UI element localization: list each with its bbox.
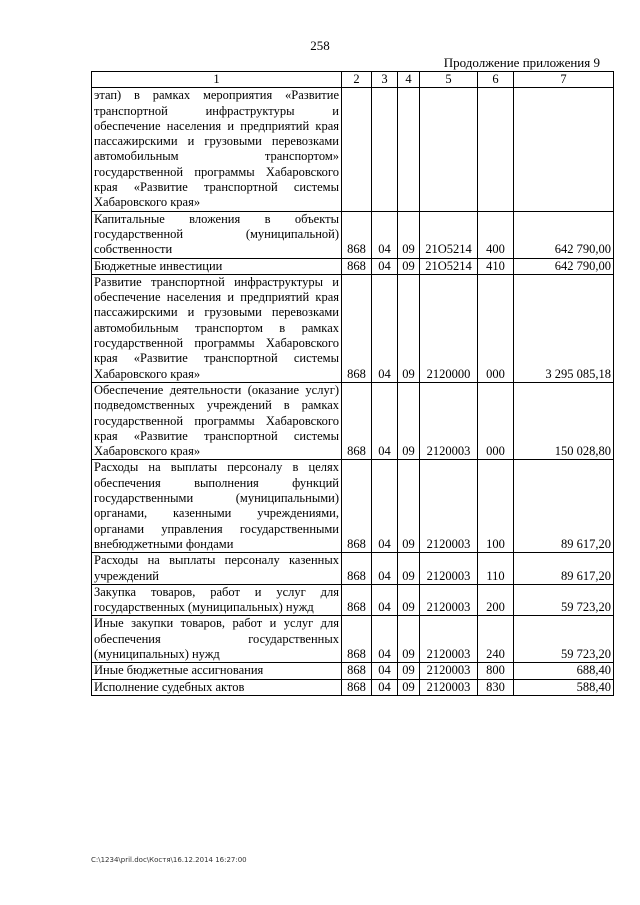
table-row bbox=[92, 553, 614, 585]
table-row bbox=[92, 258, 614, 274]
ministry-code bbox=[342, 88, 372, 211]
amount: 59 723,20 bbox=[514, 616, 614, 663]
table-row bbox=[92, 88, 614, 211]
expense-name: этап) в рамках мероприятия «Развитие транспортной инфраструктуры и обеспечение населения и предприятий края пассажирскими и грузовыми перевозками автомобильным транспортом» государственной программы Хабаровского края «Развитие транспортной системы Хабаровского края» bbox=[92, 88, 342, 211]
table-row bbox=[92, 382, 614, 459]
expense-name: Иные бюджетные ассигнования bbox=[92, 663, 342, 679]
header-cell: 7 bbox=[514, 72, 614, 88]
amount: 3 295 085,18 bbox=[514, 274, 614, 382]
header-cell: 3 bbox=[372, 72, 398, 88]
ministry-code: 868 bbox=[342, 211, 372, 258]
table-row bbox=[92, 584, 614, 616]
subsection-code: 09 bbox=[398, 616, 420, 663]
ministry-code: 868 bbox=[342, 616, 372, 663]
target-article-code: 2120003 bbox=[420, 553, 478, 585]
target-article-code: 2120003 bbox=[420, 616, 478, 663]
amount: 688,40 bbox=[514, 663, 614, 679]
expense-type-code: 100 bbox=[478, 460, 514, 553]
amount: 59 723,20 bbox=[514, 584, 614, 616]
header-cell: 4 bbox=[398, 72, 420, 88]
subsection-code bbox=[398, 88, 420, 211]
table-row bbox=[92, 663, 614, 679]
ministry-code: 868 bbox=[342, 460, 372, 553]
expense-type-code: 830 bbox=[478, 679, 514, 695]
file-path-footer: C:\1234\pril.doc\Костя\16.12.2014 16:27:00 bbox=[91, 856, 247, 864]
subsection-code: 09 bbox=[398, 584, 420, 616]
expense-name: Развитие транспортной инфраструктуры и обеспечение населения и предприятий края пассажирскими и грузовыми перевозками автомобильным транспортом в рамках государственной программы Хабаровского края «Развитие транспортной системы Хабаровского края» bbox=[92, 274, 342, 382]
page-number: 258 bbox=[310, 38, 330, 53]
target-article-code: 2120000 bbox=[420, 274, 478, 382]
table-row bbox=[92, 211, 614, 258]
ministry-code: 868 bbox=[342, 663, 372, 679]
table-row bbox=[92, 679, 614, 695]
table-row bbox=[92, 274, 614, 382]
expense-type-code bbox=[478, 88, 514, 211]
expense-type-code: 800 bbox=[478, 663, 514, 679]
section-code bbox=[372, 88, 398, 211]
expense-type-code: 000 bbox=[478, 382, 514, 459]
target-article-code: 21О5214 bbox=[420, 258, 478, 274]
section-code: 04 bbox=[372, 382, 398, 459]
table-row bbox=[92, 616, 614, 663]
target-article-code: 2120003 bbox=[420, 382, 478, 459]
subsection-code: 09 bbox=[398, 553, 420, 585]
subsection-code: 09 bbox=[398, 382, 420, 459]
ministry-code: 868 bbox=[342, 274, 372, 382]
budget-table bbox=[91, 71, 614, 696]
expense-name: Бюджетные инвестиции bbox=[92, 258, 342, 274]
continuation-title: Продолжение приложения 9 bbox=[443, 55, 600, 70]
subsection-code: 09 bbox=[398, 274, 420, 382]
expense-type-code: 200 bbox=[478, 584, 514, 616]
header-row bbox=[92, 72, 614, 88]
section-code: 04 bbox=[372, 679, 398, 695]
expense-type-code: 000 bbox=[478, 274, 514, 382]
header-cell: 2 bbox=[342, 72, 372, 88]
subsection-code: 09 bbox=[398, 679, 420, 695]
expense-name: Обеспечение деятельности (оказание услуг) подведомственных учреждений в рамках государственной программы Хабаровского края «Развитие транспортной системы Хабаровского края» bbox=[92, 382, 342, 459]
ministry-code: 868 bbox=[342, 584, 372, 616]
expense-name: Иные закупки товаров, работ и услуг для обеспечения государственных (муниципальных) нужд bbox=[92, 616, 342, 663]
section-code: 04 bbox=[372, 553, 398, 585]
ministry-code: 868 bbox=[342, 258, 372, 274]
target-article-code: 2120003 bbox=[420, 679, 478, 695]
header-cell: 6 bbox=[478, 72, 514, 88]
section-code: 04 bbox=[372, 663, 398, 679]
amount: 588,40 bbox=[514, 679, 614, 695]
table-row bbox=[92, 460, 614, 553]
amount: 642 790,00 bbox=[514, 258, 614, 274]
subsection-code: 09 bbox=[398, 663, 420, 679]
ministry-code: 868 bbox=[342, 679, 372, 695]
expense-name: Закупка товаров, работ и услуг для государственных (муниципальных) нужд bbox=[92, 584, 342, 616]
amount: 642 790,00 bbox=[514, 211, 614, 258]
target-article-code: 21О5214 bbox=[420, 211, 478, 258]
section-code: 04 bbox=[372, 616, 398, 663]
target-article-code bbox=[420, 88, 478, 211]
header-cell: 1 bbox=[92, 72, 342, 88]
section-code: 04 bbox=[372, 258, 398, 274]
expense-type-code: 410 bbox=[478, 258, 514, 274]
ministry-code: 868 bbox=[342, 553, 372, 585]
target-article-code: 2120003 bbox=[420, 460, 478, 553]
expense-name: Расходы на выплаты персоналу в целях обеспечения выполнения функций государственными (муниципальными) органами, казенными учреждениями, органами управления государственными внебюджетными фондами bbox=[92, 460, 342, 553]
expense-type-code: 110 bbox=[478, 553, 514, 585]
subsection-code: 09 bbox=[398, 258, 420, 274]
expense-type-code: 400 bbox=[478, 211, 514, 258]
amount: 150 028,80 bbox=[514, 382, 614, 459]
subsection-code: 09 bbox=[398, 460, 420, 553]
section-code: 04 bbox=[372, 460, 398, 553]
target-article-code: 2120003 bbox=[420, 663, 478, 679]
expense-name: Капитальные вложения в объекты государственной (муниципальной) собственности bbox=[92, 211, 342, 258]
amount: 89 617,20 bbox=[514, 553, 614, 585]
subsection-code: 09 bbox=[398, 211, 420, 258]
ministry-code: 868 bbox=[342, 382, 372, 459]
expense-name: Расходы на выплаты персоналу казенных учреждений bbox=[92, 553, 342, 585]
header-cell: 5 bbox=[420, 72, 478, 88]
target-article-code: 2120003 bbox=[420, 584, 478, 616]
section-code: 04 bbox=[372, 274, 398, 382]
amount bbox=[514, 88, 614, 211]
expense-type-code: 240 bbox=[478, 616, 514, 663]
amount: 89 617,20 bbox=[514, 460, 614, 553]
section-code: 04 bbox=[372, 584, 398, 616]
section-code: 04 bbox=[372, 211, 398, 258]
expense-name: Исполнение судебных актов bbox=[92, 679, 342, 695]
